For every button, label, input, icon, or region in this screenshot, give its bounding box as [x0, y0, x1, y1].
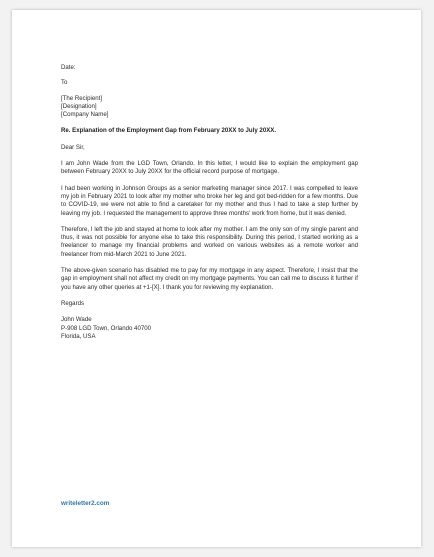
- subject-line: Re. Explanation of the Employment Gap from February 20XX to July 20XX.: [61, 127, 277, 135]
- signature-address-2: Florida, USA: [61, 332, 96, 340]
- designation-line: [Designation]: [61, 102, 97, 110]
- recipient-line: [The Recipient]: [61, 94, 102, 102]
- signature-address-1: P-908 LGD Town, Orlando 40700: [61, 324, 151, 332]
- to-label: To: [61, 79, 68, 87]
- paragraph-3: Therefore, I left the job and stayed at home to look after my mother. I am the only son of my single parent and thus, it was not possible for anyone else to take this responsibility. During this period, I started working as a freelancer to manage my financial problems and worked on various websites as a remote worker and freelancer from mid-March 2021 to June 2021.: [61, 225, 358, 258]
- letter-body: [61, 64, 358, 341]
- signature-name: John Wade: [61, 316, 92, 324]
- footer-link[interactable]: writeletter2.com: [61, 500, 110, 507]
- paragraph-2: I had been working in Johnson Groups as a senior marketing manager since 2017. I was compelled to leave my job in February 2021 to look after my mother who broke her leg and got bed-ridden for a few months. Due to COVID-19, we were not able to find a caretaker for my mother and thus I had to take a step further by leaving my job. I requested the management to approve three months' work from home, but it was denied.: [61, 184, 358, 217]
- date-label: Date:: [61, 64, 76, 71]
- letter-page: [12, 10, 421, 547]
- company-line: [Company Name]: [61, 111, 109, 119]
- salutation: Dear Sir,: [61, 143, 85, 151]
- closing: Regards: [61, 299, 85, 307]
- paragraph-1: I am John Wade from the LGD Town, Orlando. In this letter, I would like to explain the employment gap between February 20XX to July 20XX for the official record purpose of mortgage.: [61, 160, 358, 176]
- paragraph-4: The above-given scenario has disabled me to pay for my mortgage in any aspect. Therefore, I insist that the gap in employment shall not affect my credit on my mortgage payments. You can call me to discuss it further if you have any other queries at +1-[X]. I thank you for reviewing my explanation.: [61, 267, 358, 291]
